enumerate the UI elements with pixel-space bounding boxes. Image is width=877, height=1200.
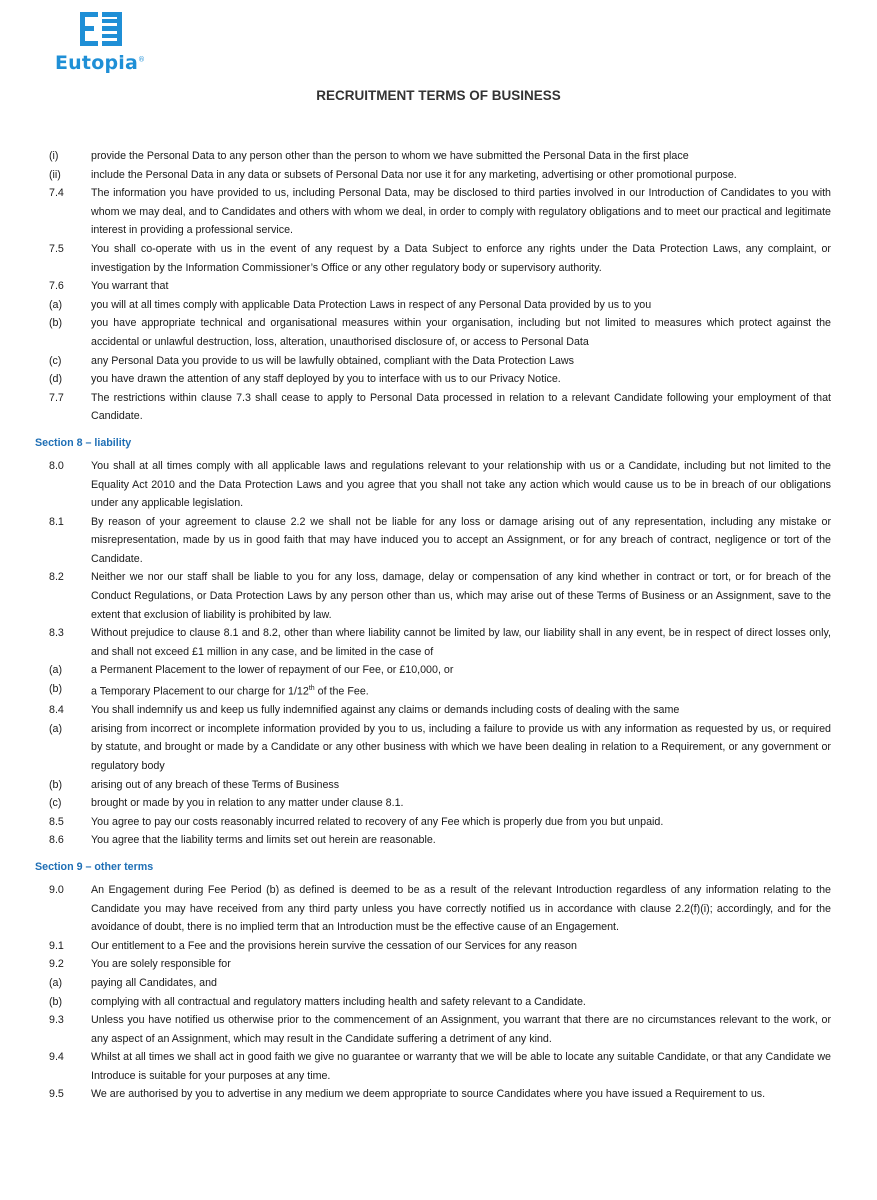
clause-block-8 (0, 457, 877, 850)
clause-number: 7.7 (49, 391, 64, 404)
brand-name: Eutopia® (55, 52, 146, 74)
clause-number: (a) (49, 298, 63, 311)
section-8-heading: Section 8 – liability (35, 436, 132, 449)
clause-text: brought or made by you in relation to any matter under clause 8.1. (91, 797, 404, 810)
clause-number: 9.2 (49, 958, 64, 971)
clause-number: (b) (49, 683, 63, 696)
clause-number: (d) (49, 373, 63, 386)
clause-number: (ii) (49, 168, 61, 181)
page-title: RECRUITMENT TERMS OF BUSINESS (316, 88, 561, 103)
clause-item (0, 277, 877, 296)
clause-text: We are authorised by you to advertise in any medium we deem appropriate to source Candidates where you have issued a Requirement to us. (91, 1088, 766, 1101)
clause-item (0, 184, 877, 240)
clause-number: 8.1 (49, 515, 64, 528)
clause-text: include the Personal Data in any data or subsets of Personal Data nor use it for any marketing, advertising or other promotional purpose. (91, 168, 737, 181)
clause-item (0, 794, 877, 813)
clause-text: Unless you have notified us otherwise prior to the commencement of an Assignment, you warrant that there are no circumstances relevant to the work, or any aspect of an Assignment, which may result in the Candidate suffering a detriment of any kind. (91, 1014, 831, 1045)
clause-item (0, 881, 877, 937)
clause-text: provide the Personal Data to any person other than the person to whom we have submitted the Personal Data in the first place (91, 150, 689, 162)
clause-block-7 (0, 147, 877, 426)
superscript: th (308, 685, 315, 693)
clause-item (0, 314, 877, 351)
clause-text: You warrant that (91, 280, 169, 293)
clause-item (0, 1085, 877, 1104)
clause-number: (b) (49, 778, 63, 791)
clause-text: By reason of your agreement to clause 2.2 we shall not be liable for any loss or damage arising out of any representation, including any mistake or misrepresentation, made by us in good faith that may have induced you to accept an Assignment, or for any breach of contract, negligence or tort of the Candidate. (91, 515, 831, 565)
clause-number: 7.4 (49, 187, 64, 200)
clause-text: The information you have provided to us, including Personal Data, may be disclosed to third parties involved in our Introduction of Candidates to you with whom we may deal, and to Candidates and others with whom we deal, in order to comply with regulatory obligations and to meet our practical and legitimate interest in providing a professional service. (91, 187, 831, 237)
clause-number: 9.5 (49, 1088, 64, 1101)
clause-text (91, 680, 831, 701)
clause-item (0, 1048, 877, 1085)
clause-item (0, 352, 877, 371)
clause-item (0, 831, 877, 850)
clause-text: You agree that the liability terms and limits set out herein are reasonable. (91, 834, 436, 847)
clause-item (0, 993, 877, 1012)
clause-item (0, 513, 877, 569)
clause-number: (b) (49, 317, 63, 330)
clause-number: 8.3 (49, 627, 64, 640)
clause-text: arising out of any breach of these Terms of Business (91, 778, 340, 791)
clause-text: arising from incorrect or incomplete information provided by you to us, including a failure to provide us with any information as requested by us, or required by statute, and brought or made by a Candidate or any other business with which we have been dealing in relation to a Requirement, or any government or regulatory body (91, 722, 831, 772)
clause-item (0, 701, 877, 720)
clause-number: 9.1 (49, 939, 64, 952)
clause-text-part: of the Fee. (314, 685, 369, 698)
clause-text: Whilst at all times we shall act in good faith we give no guarantee or warranty that we will be able to locate any suitable Candidate, or that any Candidate we Introduce is suitable for your purposes at any time. (91, 1051, 831, 1082)
clause-text: paying all Candidates, and (91, 976, 217, 989)
clause-text: a Permanent Placement to the lower of repayment of our Fee, or £10,000, or (91, 664, 454, 677)
clause-item (0, 680, 877, 701)
clause-item (0, 166, 877, 185)
clause-text-part: a Temporary Placement to our charge for 1/12 (91, 685, 309, 698)
clause-number: (a) (49, 722, 63, 735)
clause-number: (b) (49, 995, 63, 1008)
clause-item (0, 389, 877, 426)
clause-item (0, 974, 877, 993)
clause-text: you will at all times comply with applicable Data Protection Laws in respect of any Personal Data provided by us to you (91, 298, 652, 311)
clause-text: you have appropriate technical and organisational measures within your organisation, including but not limited to measures which protect against the accidental or unlawful destruction, loss, alteration, unauthorised disclosure of, or access to Personal Data (91, 317, 831, 348)
clause-number: 8.0 (49, 459, 64, 472)
clause-number: 7.5 (49, 242, 64, 255)
clause-number: 9.0 (49, 883, 64, 896)
document-body (0, 147, 877, 1104)
clause-item (0, 296, 877, 315)
clause-number: (i) (49, 150, 59, 162)
clause-number: (c) (49, 354, 62, 367)
clause-text: You are solely responsible for (91, 958, 231, 971)
clause-text: An Engagement during Fee Period (b) as defined is deemed to be as a result of the relevant Introduction regardless of any information relating to the Candidate you may have received from any third party unless you have correctly notified us in accordance with clause 2.2(f)(i); accordingly, and for the avoidance of doubt, there is no implied term that an Introduction must be the effective cause of an Engagement. (91, 883, 831, 934)
clause-number: 8.4 (49, 704, 64, 717)
clause-text: Neither we nor our staff shall be liable to you for any loss, damage, delay or compensation of any kind whether in contract or tort, or for breach of the Conduct Regulations, or Data Protection Laws by any person other than us, which may arise out of these Terms of Business or an Assignment, save to the extent that exclusion of liability is prohibited by law. (91, 571, 831, 621)
clause-block-9 (0, 881, 877, 1104)
clause-text: You agree to pay our costs reasonably incurred related to recovery of any Fee which is properly due from you but unpaid. (91, 815, 664, 828)
clause-text: you have drawn the attention of any staff deployed by you to interface with us to our Privacy Notice. (91, 373, 561, 386)
clause-item (0, 147, 877, 166)
clause-text: You shall co-operate with us in the event of any request by a Data Subject to enforce any rights under the Data Protection Laws, any complaint, or investigation by the Information Commissioner’s Office or any other regulatory body or supervisory authority. (91, 242, 831, 274)
clause-number: 8.6 (49, 834, 64, 847)
clause-item (0, 720, 877, 776)
clause-text: The restrictions within clause 7.3 shall cease to apply to Personal Data processed in relation to a relevant Candidate following your employment of that Candidate. (91, 391, 831, 423)
clause-item (0, 568, 877, 624)
clause-item (0, 813, 877, 832)
clause-number: 8.2 (49, 571, 64, 584)
clause-item (0, 370, 877, 389)
clause-item (0, 955, 877, 974)
clause-number: (a) (49, 664, 63, 677)
clause-text: Our entitlement to a Fee and the provisions herein survive the cessation of our Services for any reason (91, 939, 577, 952)
clause-number: 7.6 (49, 280, 64, 293)
clause-item (0, 240, 877, 277)
clause-number: 8.5 (49, 815, 64, 828)
clause-item (0, 776, 877, 795)
clause-number: (c) (49, 797, 62, 810)
clause-number: (a) (49, 976, 63, 989)
clause-text: You shall indemnify us and keep us fully indemnified against any claims or demands including costs of dealing with the same (91, 704, 680, 717)
clause-text: You shall at all times comply with all applicable laws and regulations relevant to your relationship with us or a Candidate, including but not limited to the Equality Act 2010 and the Data Protection Laws and you agree that you shall not take any action which would cause us to be in breach of our obligations under any applicable legislation. (91, 459, 831, 510)
clause-item (0, 1011, 877, 1048)
clause-number: 9.4 (49, 1051, 64, 1064)
section-9-heading: Section 9 – other terms (35, 860, 154, 873)
clause-text: any Personal Data you provide to us will be lawfully obtained, compliant with the Data Protection Laws (91, 354, 574, 367)
clause-item (0, 937, 877, 956)
clause-item (0, 457, 877, 513)
clause-text: complying with all contractual and regulatory matters including health and safety relevant to a Candidate. (91, 995, 586, 1008)
clause-text: Without prejudice to clause 8.1 and 8.2, other than where liability cannot be limited by law, our liability shall in any event, be in respect of direct losses only, and shall not exceed £1 million in any case, and be limited in the case of (91, 627, 831, 658)
clause-item (0, 661, 877, 680)
clause-item (0, 624, 877, 661)
clause-number: 9.3 (49, 1014, 64, 1027)
